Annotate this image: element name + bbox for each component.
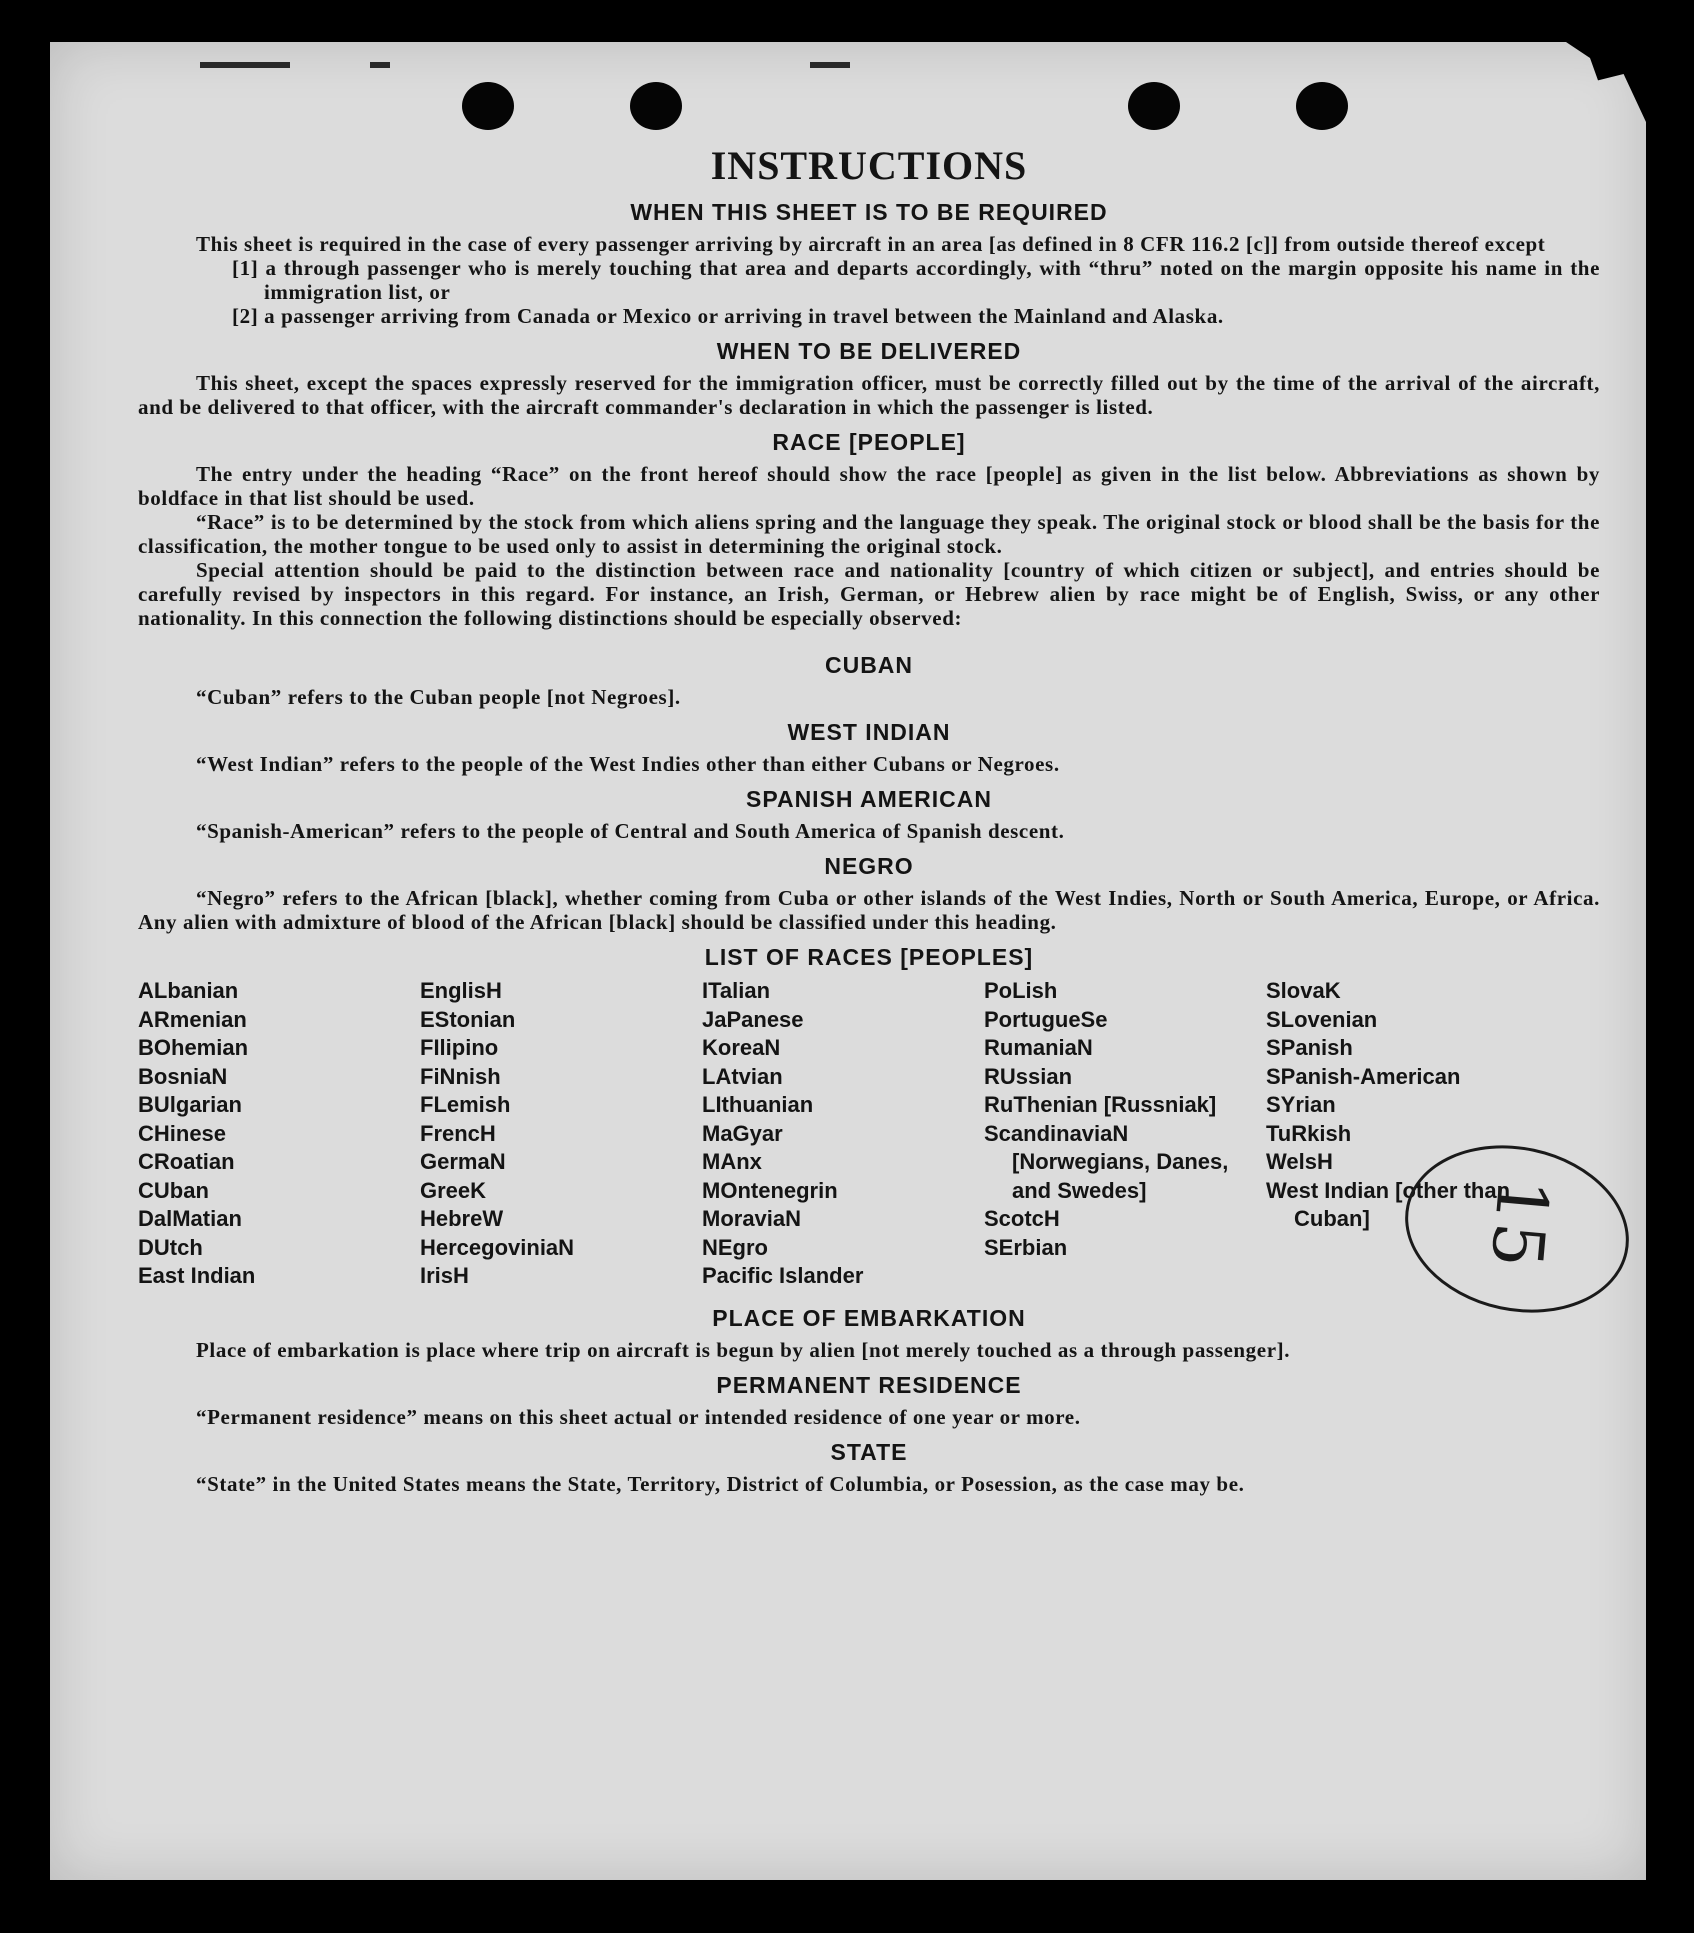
race-item: ARmenian [138,1006,247,1032]
embarkation-text: Place of embarkation is place where trip on aircraft is begun by alien [not merely touched as a through passenger]. [196,1337,1291,1362]
heading-embarkation: PLACE OF EMBARKATION [712,1304,1026,1331]
race-item: GreeK [420,1177,487,1203]
race-item: JaPanese [702,1006,804,1032]
race-item: MOntenegrin [702,1177,838,1203]
torn-corner [1566,42,1646,122]
race-item: SPanish [1266,1035,1353,1060]
race-item: ITalian [702,978,771,1003]
race-item: SYrian [1266,1092,1336,1117]
race-item: RumaniaN [984,1035,1093,1060]
heading-when-required: WHEN THIS SHEET IS TO BE REQUIRED [630,199,1108,225]
state-text: “State” in the United States means the State, Territory, District of Columbia, or Posession, as the case may be. [196,1471,1245,1496]
race-item: PoLish [984,978,1058,1003]
race-item: ScandinaviaN [Norwegians, Danes, and Swedes] [984,1120,1229,1203]
heading-state: STATE [830,1438,908,1465]
cuban-text: “Cuban” refers to the Cuban people [not Negroes]. [196,685,681,709]
race-paragraph: “Race” is to be determined by the stock from which aliens spring and the language they speak. The original stock or blood shall be the basis for the classification, the mother tongue to be used only to assist in determining the original stock. [138,510,1600,558]
race-item: MAnx [702,1149,762,1174]
race-item: PortugueSe [984,1006,1108,1032]
race-item: TuRkish [1266,1120,1352,1146]
document-sheet [50,42,1646,1880]
race-item: HebreW [420,1206,504,1231]
heading-spanish-american: SPANISH AMERICAN [745,786,992,812]
exception-item: [2] a passenger arriving from Canada or Mexico or arriving in travel between the Mainland and Alaska. [232,304,1224,328]
race-item: West Indian [other than Cuban] [1266,1177,1511,1231]
race-item: East Indian [138,1263,256,1288]
race-column [138,977,420,1291]
race-column [702,977,984,1291]
when-delivered-text: This sheet, except the spaces expressly reserved for the immigration officer, must be correctly filled out by the time of the arrival of the aircraft, and be delivered to that officer, with the aircraft commander's declaration in which the passenger is listed. [138,371,1600,419]
instructions-content [138,142,1600,1496]
race-item: SLovenian [1266,1006,1378,1032]
race-item: GermaN [420,1149,506,1174]
race-item: LIthuanian [702,1092,814,1117]
spanish-american-text: “Spanish-American” refers to the people of Central and South America of Spanish descent. [196,819,1065,843]
punch-hole [1296,82,1348,130]
race-item: FrencH [420,1120,496,1146]
race-item: SErbian [984,1234,1068,1260]
west-indian-text: “West Indian” refers to the people of the West Indies other than either Cubans or Negroes. [196,752,1060,776]
race-item: RuThenian [Russniak] [984,1092,1217,1117]
race-item: DUtch [138,1234,203,1260]
race-item: FiNnish [420,1063,501,1089]
heading-when-delivered: WHEN TO BE DELIVERED [716,338,1022,364]
punch-hole [1128,82,1180,130]
edge-mark [810,62,850,68]
edge-mark [200,62,290,68]
race-column [984,977,1266,1291]
race-item: SlovaK [1266,978,1341,1003]
edge-mark [370,62,390,68]
heading-permanent-residence: PERMANENT RESIDENCE [716,1371,1022,1398]
heading-list-of-races: LIST OF RACES [PEOPLES] [704,944,1034,970]
race-item: FIlipino [420,1035,499,1060]
race-item: KoreaN [702,1035,781,1060]
heading-west-indian: WEST INDIAN [787,719,951,745]
race-item: MaGyar [702,1120,783,1146]
race-item: DalMatian [138,1206,242,1231]
race-item: HercegoviniaN [420,1234,575,1260]
race-item: SPanish-American [1266,1063,1461,1089]
heading-cuban: CUBAN [824,652,914,678]
punch-hole [462,82,514,130]
punch-hole [630,82,682,130]
handwritten-number: 15 [1474,1175,1565,1271]
race-item: LAtvian [702,1063,783,1089]
race-item: NEgro [702,1234,768,1260]
race-item: Pacific Islander [702,1263,864,1288]
race-item: MoraviaN [702,1206,802,1231]
race-item: EStonian [420,1006,516,1032]
heading-race: RACE [PEOPLE] [772,429,966,455]
race-item: ScotcH [984,1206,1060,1231]
when-required-text: This sheet is required in the case of every passenger arriving by aircraft in an area [as defined in 8 CFR 116.2 [c]] from outside thereof except [196,232,1546,256]
race-item: CUban [138,1177,209,1203]
race-list [138,977,1600,1291]
race-item: BOhemian [138,1035,249,1060]
race-column [420,977,702,1291]
race-item: RUssian [984,1063,1073,1089]
exception-item: [1] a through passenger who is merely touching that area and departs accordingly, with “thru” noted on the margin opposite his name in the immigration list, or [232,256,1600,304]
residence-text: “Permanent residence” means on this sheet actual or intended residence of one year or more. [196,1404,1081,1429]
race-item: WelsH [1266,1149,1333,1174]
heading-negro: NEGRO [824,853,914,879]
negro-text: “Negro” refers to the African [black], whether coming from Cuba or other islands of the West Indies, North or South America, Europe, or Africa. Any alien with admixture of blood of the African [black] should be classified under this heading. [138,886,1600,934]
page-title: INSTRUCTIONS [710,143,1028,188]
race-item: EnglisH [420,978,502,1003]
race-item: ALbanian [138,978,239,1003]
race-item: CRoatian [138,1149,235,1174]
race-item: BUlgarian [138,1092,242,1117]
race-item: BosniaN [138,1063,228,1089]
race-paragraph: Special attention should be paid to the distinction between race and nationality [country of which citizen or subject], and entries should be carefully revised by inspectors in this regard. For instance, an Irish, German, or Hebrew alien by race might be of English, Swiss, or any other nationality. In this connection the following distinctions should be especially observed: [138,558,1600,630]
race-item: FLemish [420,1092,511,1117]
race-item: CHinese [138,1120,227,1146]
race-item: IrisH [420,1263,469,1288]
race-paragraph: The entry under the heading “Race” on the front hereof should show the race [people] as given in the list below. Abbreviations as shown by boldface in that list should be used. [138,462,1600,510]
